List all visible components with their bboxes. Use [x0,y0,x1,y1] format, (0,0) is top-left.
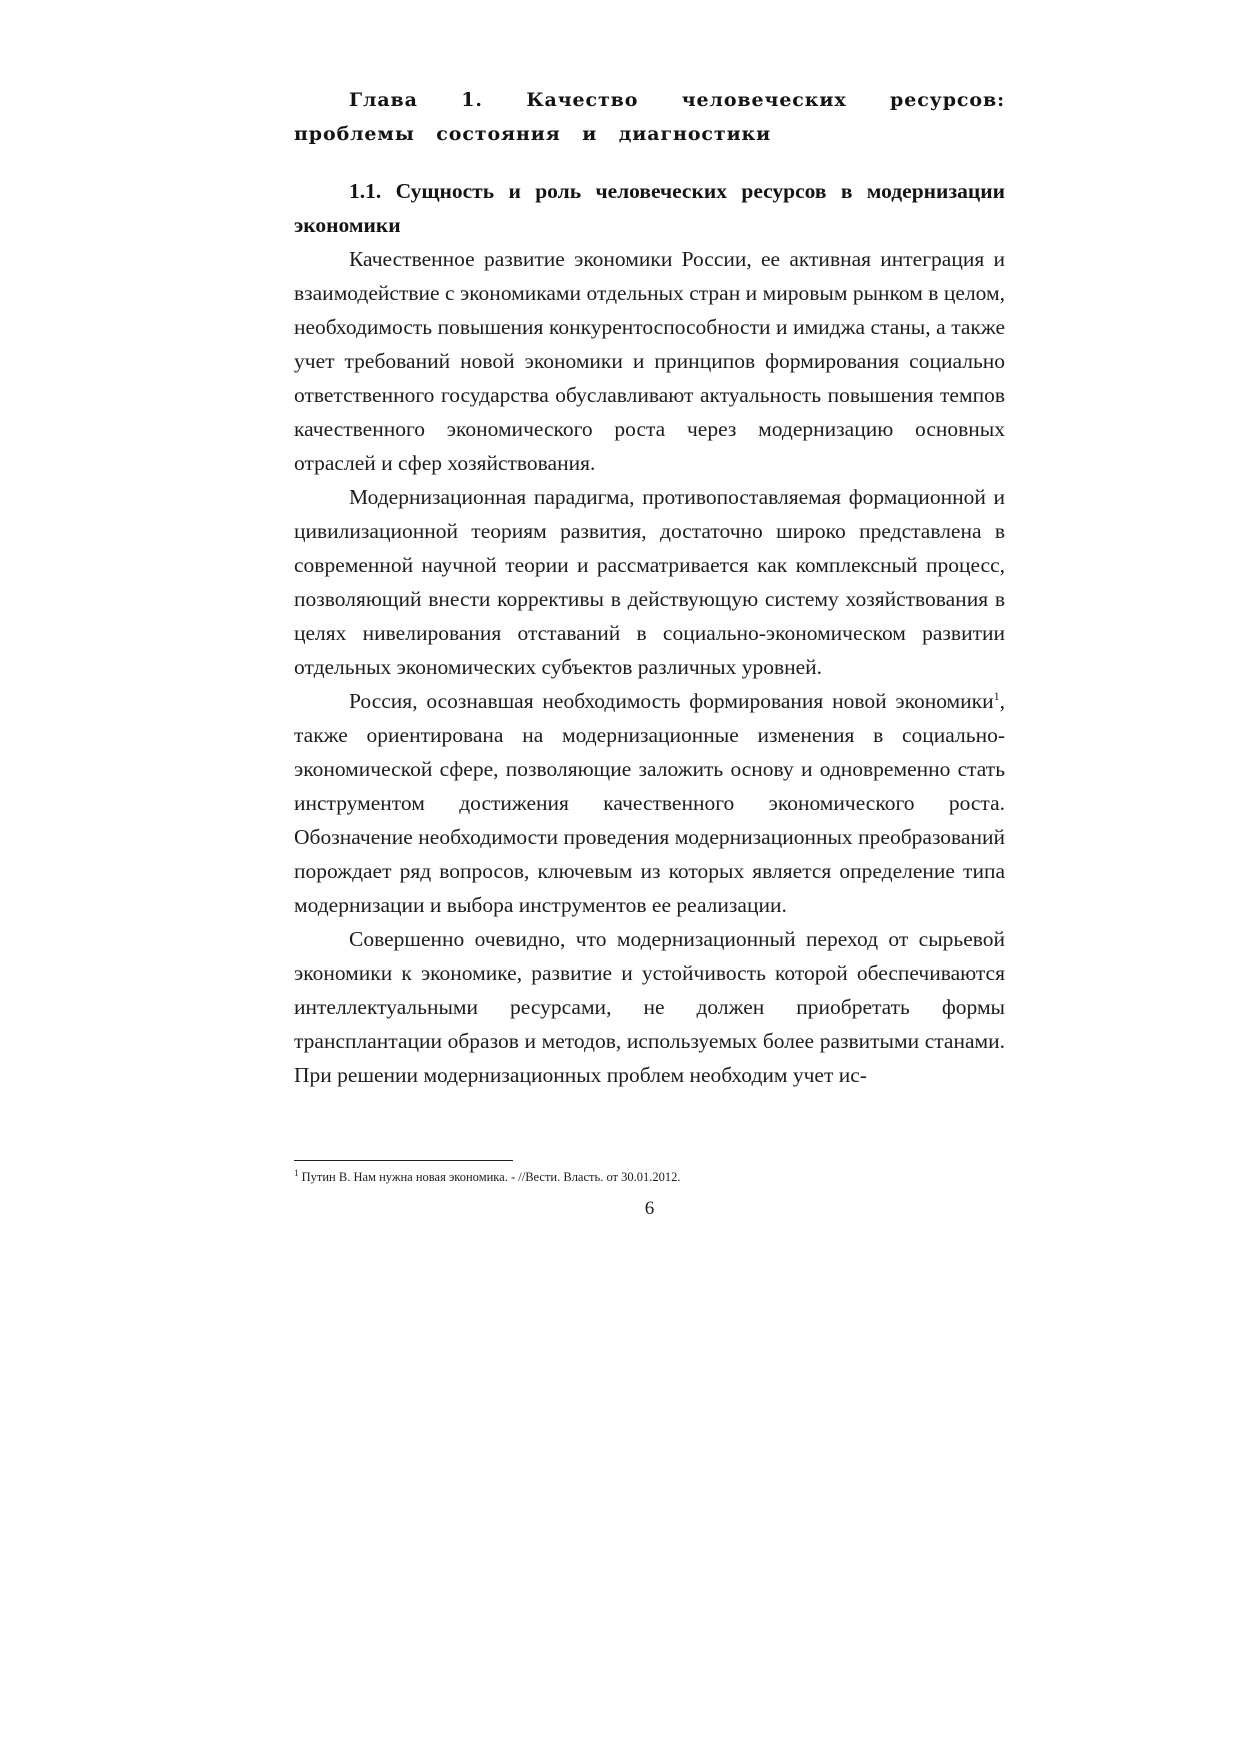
paragraph-3-text-end: , также ориентирована на модернизационные изменения в социально-экономической сфере, позволяющие заложить основу и одновременно стать инструментом достижения качественного экономического роста. Обозначение необходимости проведения модернизационных преобразований порождает ряд вопросов, ключевым из которых является определение типа модернизации и выбора инструментов ее реализации. [294,689,1005,917]
footnote-separator [294,1160,513,1161]
paragraph-4: Совершенно очевидно, что модернизационный переход от сырьевой экономики к экономике, развитие и устойчивость которой обеспечиваются интеллектуальными ресурсами, не должен приобретать формы трансплантации образов и методов, используемых более развитыми станами. При решении модернизационных проблем необходим учет ис- [294,927,1005,1087]
chapter-title: Глава 1. Качество человеческих ресурсов: проблемы состояния и диагностики [294,89,1005,145]
paragraph-3-text-start: Россия, осознавшая необходимость формирования новой экономики [349,689,994,713]
section-title: 1.1. Сущность и роль человеческих ресурсов в модернизации экономики [294,179,1005,237]
text-column [294,83,1005,1092]
page-number: 6 [644,1198,655,1219]
footnote [294,1166,1005,1188]
paragraph-3 [294,684,1005,922]
footnote-reference[interactable]: 1 [993,688,1000,703]
footnote-text: Путин В. Нам нужна новая экономика. - //Вести. Власть. от 30.01.2012. [301,1170,681,1184]
footnote-marker: 1 [294,1167,299,1178]
paragraph-1: Качественное развитие экономики России, ее активная интеграция и взаимодействие с экономиками отдельных стран и мировым рынком в целом, необходимость повышения конкурентоспособности и имиджа станы, а также учет требований новой экономики и принципов формирования социально ответственного государства обуславливают актуальность повышения темпов качественного экономического роста через модернизацию основных отраслей и сфер хозяйствования. [294,247,1005,475]
paragraph-2: Модернизационная парадигма, противопоставляемая формационной и цивилизационной теориям развития, достаточно широко представлена в современной научной теории и рассматривается как комплексный процесс, позволяющий внести коррективы в действующую систему хозяйствования в целях нивелирования отставаний в социально-экономическом развитии отдельных экономических субъектов различных уровней. [294,485,1005,679]
